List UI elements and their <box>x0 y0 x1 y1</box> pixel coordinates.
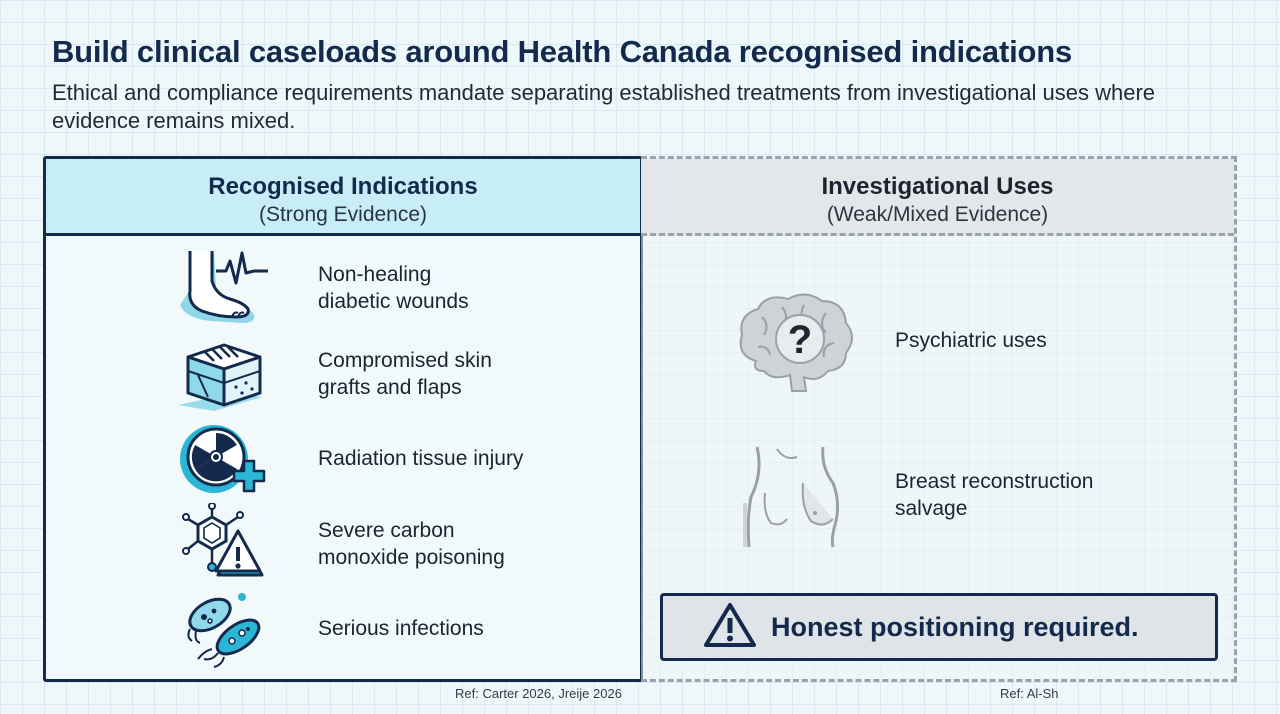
list-item <box>895 327 1047 354</box>
item-label: Compromised skin grafts and flaps <box>318 349 492 399</box>
brain-question-icon <box>734 291 858 402</box>
page-subtitle: Ethical and compliance requirements mandate separating established treatments from investigational uses where evidence remains mixed. <box>52 80 1156 133</box>
warning-icon <box>703 602 757 653</box>
item-label: Severe carbon monoxide poisoning <box>318 519 505 569</box>
item-label: Breast reconstruction salvage <box>895 470 1094 520</box>
recognised-indications-panel <box>43 156 643 682</box>
recognised-panel-header <box>46 159 640 236</box>
list-item <box>318 517 505 571</box>
item-label: Radiation tissue injury <box>318 447 524 470</box>
bacteria-icon <box>182 589 272 674</box>
investigational-panel-header <box>641 159 1234 236</box>
molecule-warning-icon <box>180 503 270 586</box>
foot-pulse-icon <box>172 247 272 332</box>
list-item <box>318 347 492 401</box>
list-item <box>318 615 484 642</box>
recognised-panel-heading: Recognised Indications <box>208 173 478 200</box>
radiation-cross-icon <box>176 423 266 502</box>
investigational-panel-heading: Investigational Uses <box>821 173 1054 200</box>
honest-positioning-callout <box>660 593 1218 661</box>
torso-icon <box>741 443 845 556</box>
page-title: Build clinical caseloads around Health Canada recognised indications <box>52 34 1072 69</box>
recognised-panel-subheading: (Strong Evidence) <box>258 203 428 226</box>
list-item <box>895 468 1093 522</box>
item-label: Psychiatric uses <box>895 329 1047 352</box>
item-label: Serious infections <box>318 617 484 640</box>
skin-graft-icon <box>174 335 268 418</box>
left-reference: Ref: Carter 2026, Jreije 2026 <box>455 686 622 701</box>
callout-text: Honest positioning required. <box>771 611 1139 642</box>
svg-text:?: ? <box>787 318 813 362</box>
right-reference: Ref: Al-Sh <box>1000 686 1059 701</box>
investigational-panel-subheading: (Weak/Mixed Evidence) <box>826 203 1049 226</box>
list-item <box>318 445 523 472</box>
item-label: Non-healing diabetic wounds <box>318 263 469 313</box>
list-item <box>318 261 469 315</box>
